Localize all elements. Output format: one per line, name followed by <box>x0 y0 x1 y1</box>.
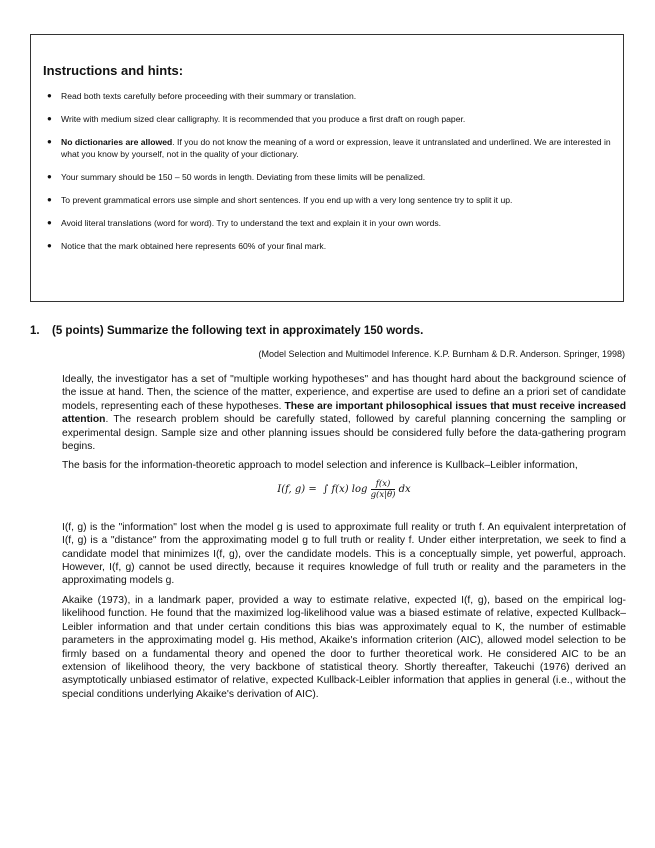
instructions-title: Instructions and hints: <box>43 63 184 78</box>
paragraph-4: Akaike (1973), in a landmark paper, provided a way to estimate relative, expected I(f, g), based on the empirical log-likelihood function. He found that the maximized log-likelihood value was a biased estimate of relative, expected Kullback–Leibler information and that under certain conditions this bias was approximately equal to K, the number of estimable parameters in the approximating model g. His method, Akaike's information criterion (AIC), allowed model selection to be firmly based on a fundamental theory and opened the door to further theoretical work. He considered AIC to be an extension of likelihood theory, the very backbone of statistical theory. Shortly thereafter, Takeuchi (1976) derived an asymptotically unbiased estimator of relative, expected Kullback-Leibler information that applies in general (i.e., without the special conditions underlying Akaike's derivation of AIC). <box>62 594 626 700</box>
paragraph-2: The basis for the information-theoretic approach to model selection and inference is Kullback–Leibler information, <box>62 460 578 472</box>
paragraph-1: Ideally, the investigator has a set of "multiple working hypotheses" and has thought hard about the background science of the issue at hand. Then, the science of the matter, experience, and expertise are used to define an a priori set of candidate models, representing each of these hypotheses. These are important philosophical issues that must receive increased attention. The research problem should be carefully stated, followed by careful planning concerning the sampling or experimental design. Sample size and other planning issues should be considered fully before the data-gathering program begins. <box>62 374 627 453</box>
instruction-item: ● Notice that the mark obtained here represents 60% of your final mark. <box>47 241 327 251</box>
question-section <box>30 325 626 701</box>
instruction-item: ● To prevent grammatical errors use simple and short sentences. If you end up with a very long sentence try to split it up. <box>47 195 513 205</box>
instruction-item: ● Read both texts carefully before proceeding with their summary or translation. <box>47 91 357 101</box>
bullet-icon: ● <box>47 91 52 100</box>
formula-fraction: $\frac{f(x)}{g(x|\theta)}$ <box>370 478 396 500</box>
question-number: 1. <box>30 325 40 337</box>
bullet-icon: ● <box>47 218 52 227</box>
instruction-item: ● No dictionaries are allowed. If you do not know the meaning of a word or expression, leave it untranslated and underlined. We are interested in what you know by yourself, not in the quality of your dictionary. <box>47 137 611 159</box>
question-heading: 1. (5 points) Summarize the following text in approximately 150 words. <box>30 325 424 337</box>
source-citation: (Model Selection and Multimodel Inference. K.P. Burnham & D.R. Anderson. Springer, 1998) <box>258 349 625 359</box>
instruction-item: ● Your summary should be 150 – 50 words in length. Deviating from these limits will be penalized. <box>47 172 426 182</box>
instructions-list <box>43 90 611 252</box>
bullet-icon: ● <box>47 137 52 146</box>
kl-formula: I(f, g) = ∫ f(x) log $\frac{f(x)}{g(x|\theta)}$ dx <box>277 478 411 500</box>
instruction-item: ● Write with medium sized clear calligraphy. It is recommended that you produce a first draft on rough paper. <box>47 114 466 124</box>
bullet-icon: ● <box>47 172 52 181</box>
paragraph-3: I(f, g) is the "information" lost when the model g is used to approximate full reality or truth f. An equivalent interpretation of I(f, g) is a "distance" from the approximating model g to full truth or reality f. Under either interpretation, we seek to find a candidate model that minimizes I(f, g), over the candidate models. This is a conceptually simple, yet powerful, approach. However, I(f, g) cannot be used directly, because it requires knowledge of full truth or reality and the parameters in the approximating models g. <box>62 521 626 587</box>
bullet-icon: ● <box>47 195 52 204</box>
bullet-icon: ● <box>47 114 52 123</box>
bullet-icon: ● <box>47 241 52 250</box>
instructions-box <box>30 34 624 302</box>
instruction-item: ● Avoid literal translations (word for word). Try to understand the text and explain it in your own words. <box>47 218 442 228</box>
